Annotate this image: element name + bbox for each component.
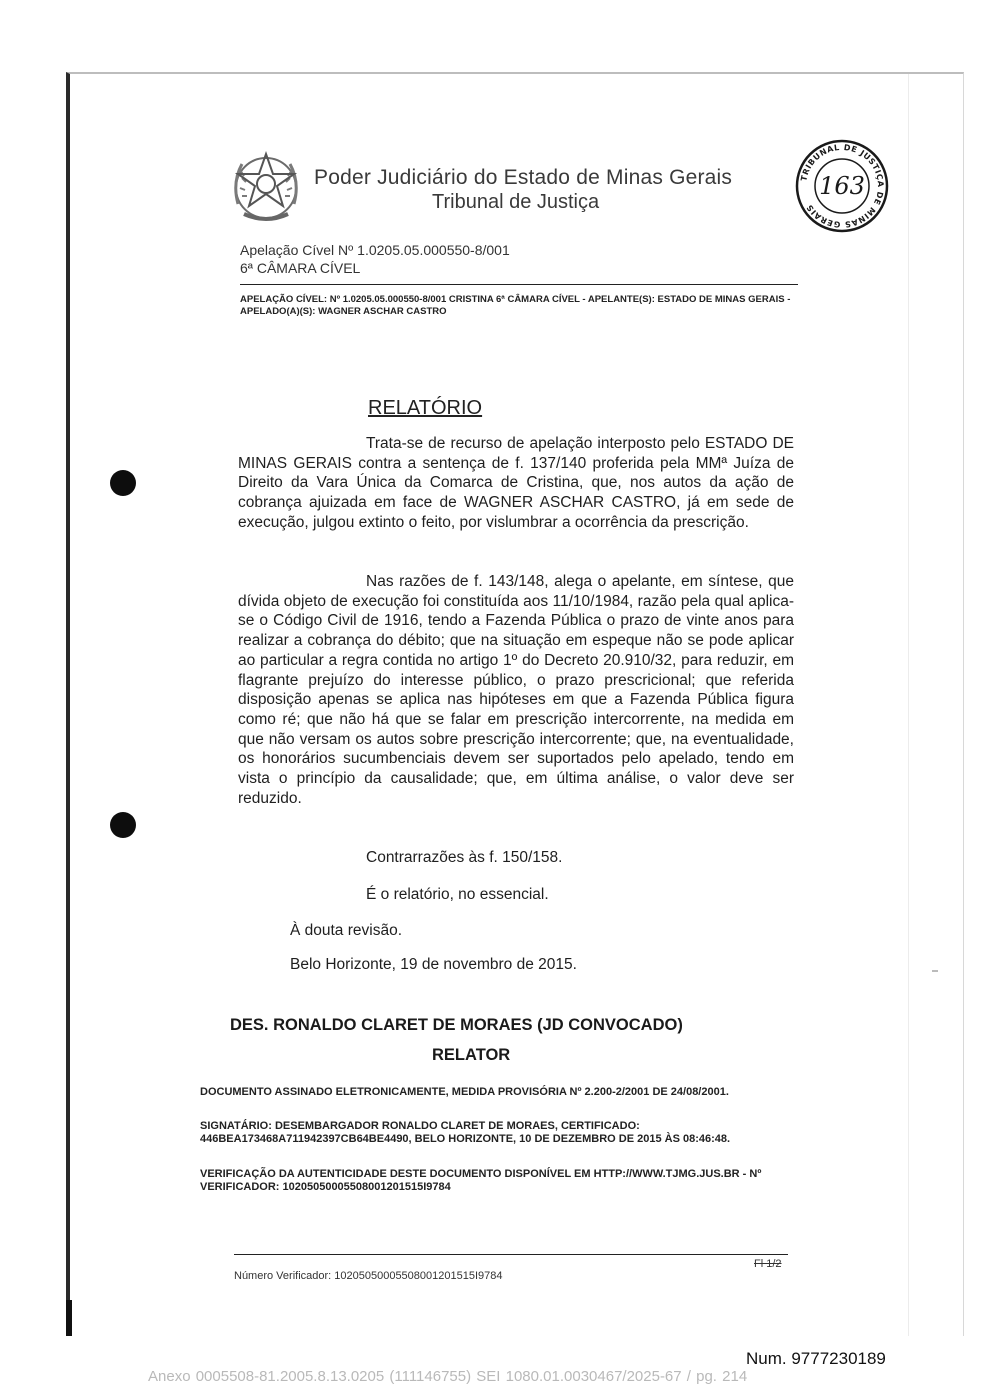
document-page (66, 72, 964, 1336)
certification-line-2: SIGNATÁRIO: DESEMBARGADOR RONALDO CLARET DE MORAES, CERTIFICADO: 446BEA173468A711942397CB64BE4490, BELO HORIZONTE, 10 DE DEZEMBRO DE 2015 ÀS 08:46:48. (200, 1120, 731, 1145)
coat-of-arms-icon (224, 144, 308, 228)
document-num-stamp: Num. 9777230189 (746, 1349, 886, 1368)
footer-verifier-number: Número Verificador: 10205050005508001201515I9784 (234, 1270, 503, 1282)
certification-line-1: DOCUMENTO ASSINADO ELETRONICAMENTE, MEDIDA PROVISÓRIA Nº 2.200-2/2001 DE 24/08/2001. (200, 1086, 729, 1098)
page-fold (908, 74, 909, 1336)
header-divider (240, 284, 798, 285)
revision-note: À douta revisão. (290, 922, 403, 939)
case-chamber: 6ª CÂMARA CÍVEL (240, 260, 361, 276)
scan-speck (932, 970, 938, 972)
seal-handwritten-number: 163 (819, 172, 865, 200)
tribunal-name: Tribunal de Justiça (432, 191, 600, 213)
scan-edge-mark (66, 1300, 72, 1336)
tribunal-seal-stamp (794, 138, 890, 234)
court-name: Poder Judiciário do Estado de Minas Gerais (314, 166, 733, 189)
annex-footer: Anexo 0005508-81.2005.8.13.0205 (111146755) SEI 1080.01.0030467/2025-67 / pg. 214 (148, 1368, 748, 1385)
report-paragraph-1: Trata-se de recurso de apelação interposto pelo ESTADO DE MINAS GERAIS contra a sentença de f. 137/140 proferida pela MMª Juíza de Direito da Vara Única da Comarca de Cristina, que, nos autos da ação de cobrança ajuizada em face de WAGNER ASCHAR CASTRO, já em sede de execução, julgou extinto o feito, por vislumbrar a ocorrência da prescrição. (238, 435, 794, 531)
footer-divider (234, 1254, 788, 1255)
seal-ring-text: TRIBUNAL DE JUSTIÇA DE MINAS GERAIS (799, 142, 886, 230)
punch-hole (110, 812, 136, 838)
case-summary: APELAÇÃO CÍVEL: Nº 1.0205.05.000550-8/001 CRISTINA 6ª CÂMARA CÍVEL - APELANTE(S): ESTADO DE MINAS GERAIS - APELADO(A)(S): WAGNER ASCHAR CASTRO (240, 294, 791, 317)
page-number: Fl 1/2 (754, 1258, 782, 1270)
place-and-date: Belo Horizonte, 19 de novembro de 2015. (290, 956, 577, 973)
report-closing: É o relatório, no essencial. (366, 886, 549, 903)
report-heading: RELATÓRIO (368, 397, 483, 419)
report-paragraph-2: Nas razões de f. 143/148, alega o apelante, em síntese, que dívida objeto de execução foi constituída aos 11/10/1984, razão pela qual aplica-se o Código Civil de 1916, tendo a Fazenda Pública o prazo de vinte anos para realizar a cobrança do débito; que na situação em espeque não se pode aplicar ao particular a regra contida no artigo 1º do Decreto 20.910/32, para reduzir, em flagrante prejuízo do interesse público, o prazo prescricional; que referida disposição apenas se aplica nas hipóteses em que a Fazenda Pública figura como ré; que não há que se falar em prescrição intercorrente, na medida em que não versam os autos sobre prescrição intercorrente; que, na eventualidade, os honorários sucumbenciais devem ser suportados pelo apelado, tendo em vista o princípio da causalidade; que, em última análise, o valor deve ser reduzido. (238, 573, 794, 807)
signatory-name: DES. RONALDO CLARET DE MORAES (JD CONVOCADO) (230, 1016, 683, 1034)
punch-hole (110, 470, 136, 496)
case-number: Apelação Cível Nº 1.0205.05.000550-8/001 (240, 242, 510, 258)
certification-line-3: VERIFICAÇÃO DA AUTENTICIDADE DESTE DOCUMENTO DISPONÍVEL EM HTTP://WWW.TJMG.JUS.BR - Nº VERIFICADOR: 10205050005508001201515I9784 (200, 1168, 762, 1193)
signatory-role: RELATOR (432, 1046, 511, 1064)
counter-arguments: Contrarrazões às f. 150/158. (366, 849, 563, 866)
